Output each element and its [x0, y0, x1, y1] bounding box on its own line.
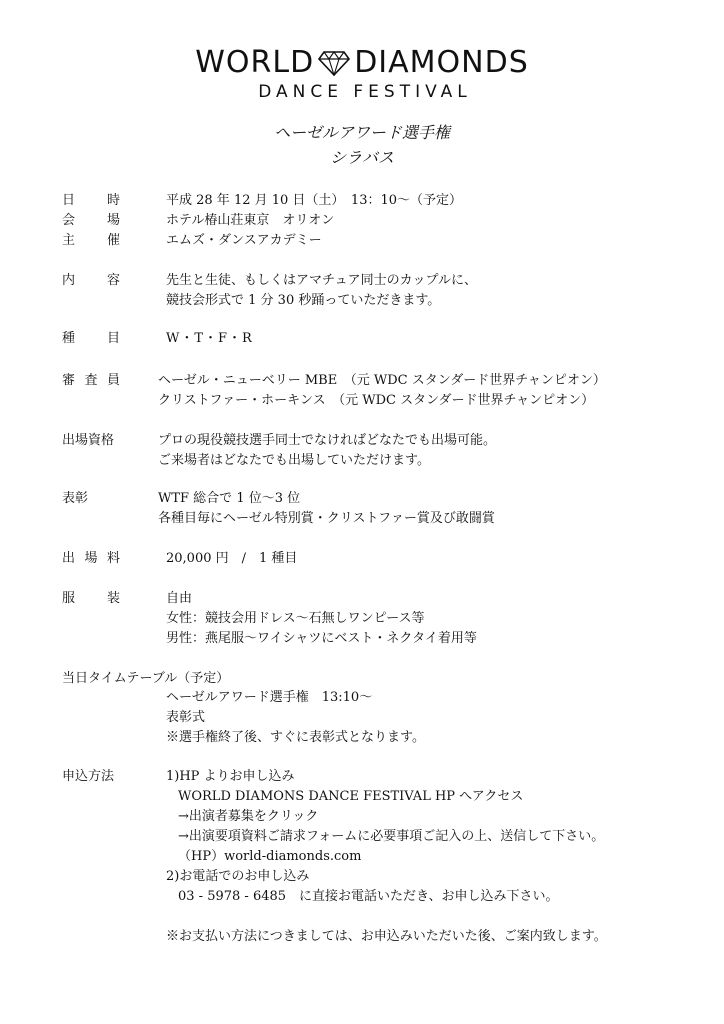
- dress-line: 自由: [166, 591, 193, 606]
- dress-line: 女性：競技会用ドレス～石無しワンピース等: [166, 611, 425, 626]
- fee-value: 20,000 円 / 1 種目: [166, 551, 298, 566]
- dress-label: 服 装: [62, 591, 120, 606]
- apply-line: 1)HP よりお申し込み: [166, 769, 295, 784]
- judges-label: 審 査 員: [62, 373, 120, 388]
- payment-note: ※お支払い方法につきましては、お申込みいただいた後、ご案内致します。: [166, 929, 607, 944]
- awards-line: 各種目毎にヘーゼル特別賞・クリストファー賞及び敢闘賞: [158, 511, 495, 526]
- judge-line: ヘーゼル・ニューベリー MBE （元 WDC スタンダード世界チャンピオン）: [158, 373, 606, 388]
- datetime-label: 日 時: [62, 193, 120, 208]
- datetime-value: 平成 28 年 12 月 10 日（土） 13：10～（予定）: [166, 193, 463, 208]
- eligibility-line: ご来場者はどなたでも出場していただけます。: [158, 453, 430, 468]
- venue-label: 会 場: [62, 213, 120, 228]
- logo-word-left: WORLD: [195, 45, 315, 80]
- awards-line: WTF 総合で 1 位～3 位: [158, 491, 301, 506]
- venue-value: ホテル椿山荘東京 オリオン: [166, 213, 335, 228]
- judge-line: クリストファー・ホーキンス （元 WDC スタンダード世界チャンピオン）: [158, 393, 595, 408]
- eligibility-label: 出場資格: [62, 433, 115, 448]
- document-title: ヘーゼルアワード選手権: [274, 123, 450, 142]
- timetable-line: ヘーゼルアワード選手権 13:10～: [166, 690, 373, 705]
- apply-line: 2)お電話でのお申し込み: [166, 869, 310, 884]
- diamond-icon: [318, 50, 350, 76]
- apply-website: （HP）world-diamonds.com: [178, 849, 362, 864]
- apply-label: 申込方法: [62, 769, 115, 784]
- events-value: W・T・F・R: [166, 331, 253, 346]
- apply-phone: 03 - 5978 - 6485 に直接お電話いただき、お申し込み下さい。: [178, 889, 559, 904]
- timetable-label: 当日タイムテーブル（予定）: [62, 671, 230, 686]
- dress-line: 男性：燕尾服～ワイシャツにベスト・ネクタイ着用等: [166, 631, 477, 646]
- event-logo: [0, 46, 724, 103]
- content-line: 先生と生徒、もしくはアマチュア同士のカップルに、: [166, 273, 477, 288]
- content-line: 競技会形式で 1 分 30 秒踊っていただきます。: [166, 293, 441, 308]
- document-subtitle: シラバス: [329, 148, 394, 167]
- timetable-line: ※選手権終了後、すぐに表彰式となります。: [166, 730, 425, 745]
- timetable-line: 表彰式: [166, 710, 206, 725]
- eligibility-line: プロの現役競技選手同士でなければどなたでも出場可能。: [158, 433, 497, 448]
- logo-word-right: DIAMONDS: [354, 45, 529, 80]
- apply-line: →出演者募集をクリック: [178, 809, 319, 824]
- events-label: 種 目: [62, 331, 120, 346]
- awards-label: 表彰: [62, 491, 89, 506]
- content-label: 内 容: [62, 273, 120, 288]
- apply-line: WORLD DIAMONS DANCE FESTIVAL HP へアクセス: [178, 789, 524, 804]
- fee-label: 出 場 料: [62, 551, 120, 566]
- host-value: エムズ・ダンスアカデミー: [166, 233, 322, 248]
- apply-line: →出演要項資料ご請求フォームに必要事項ご記入の上、送信して下さい。: [178, 829, 605, 844]
- logo-wordmark: [0, 46, 724, 80]
- logo-subtitle: DANCE FESTIVAL: [258, 82, 472, 102]
- host-label: 主 催: [62, 233, 120, 248]
